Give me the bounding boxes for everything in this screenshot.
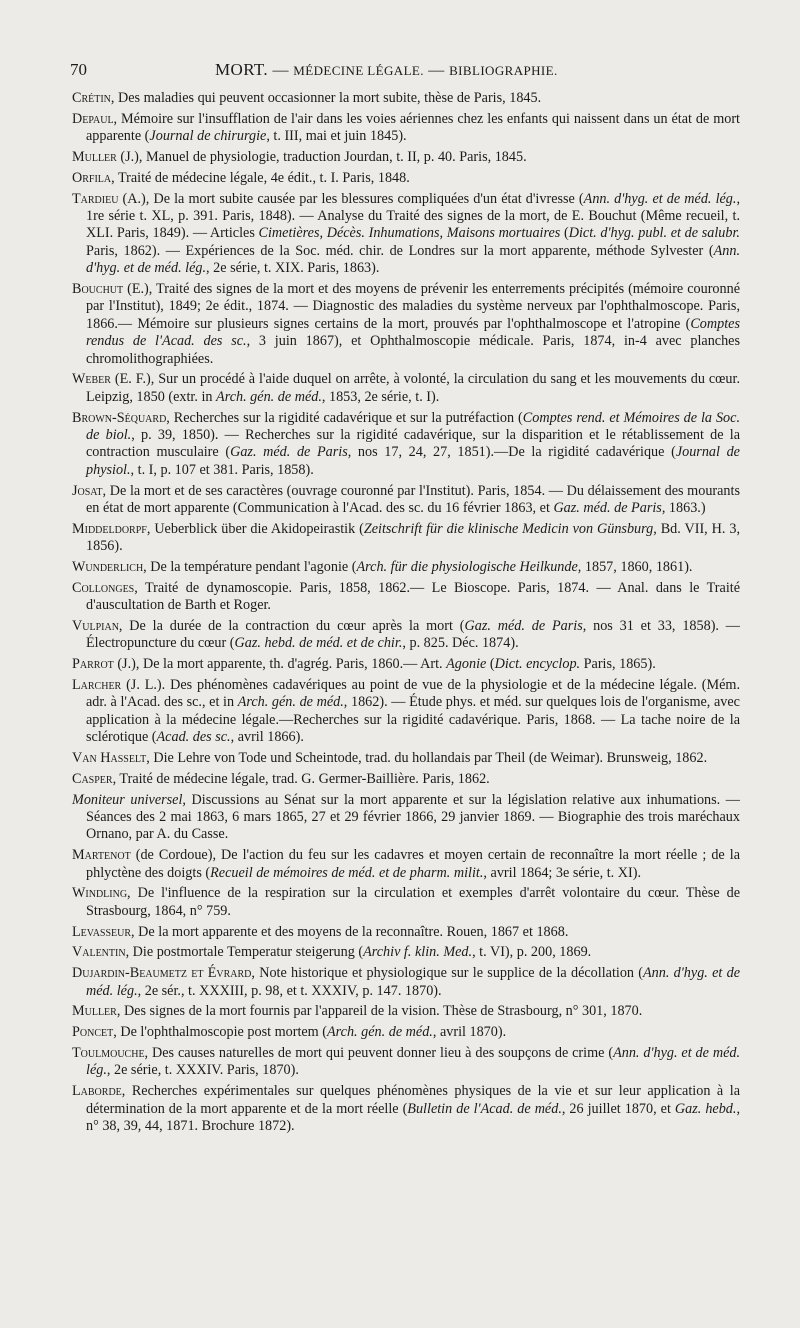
entry-author: Toulmouche, [72,1045,149,1062]
bibliography-entry [72,580,740,615]
bibliography-entry [72,677,740,747]
entry-title-italic: Gaz. méd. de Paris [230,444,348,461]
entry-text: Die postmortale Temperatur steigerung ( [129,944,364,961]
entry-author: Collonges, [72,579,138,596]
page-number: 70 [70,60,87,79]
entry-author: Levasseur, [72,923,135,940]
entry-text: De la mort apparente, th. d'agrég. Paris, 1860.— Art. [139,656,447,673]
bibliography-entry [72,149,740,166]
entry-title-italic: Arch. gén. de méd. [216,388,322,405]
bibliography-entry [72,792,740,844]
entry-title-italic: Arch. für die physiologische Heilkunde [356,559,578,576]
entry-text: Paris, 1865). [580,656,656,673]
entry-author: Brown-Séquard, [72,409,170,426]
bibliography-entry [72,1024,740,1041]
bibliography-entry [72,521,740,556]
entry-text: ( [486,656,495,673]
entry-author: Valentin, [72,944,130,961]
entry-text: , 1862). — Étude phys. et méd. sur quelques lois de l'organisme, avec application à la médecine légale.—Recherches sur la rigidité cadavérique. Paris, 1868. — La tache noire de la sclérotique ( [86,694,740,746]
entry-text: Traité de médecine légale, trad. G. Germer-Baillière. Paris, 1862. [116,770,490,787]
bibliography-entry [72,90,740,107]
bibliography-entry [72,483,740,518]
bibliography-entry [72,847,740,882]
entry-text: ( [560,225,569,242]
entry-text: , 3 juin 1867), et Ophthalmoscopie médicale. Paris, 1874, in-4 avec planches chromolithographiées. [86,333,741,367]
entry-author: Josat, [72,482,107,499]
entry-title-italic: Cimetières, Décès. Inhumations, Maisons mortuaires [258,225,561,242]
bibliography-entry [72,1003,740,1020]
entry-title-italic: Dict. encyclop. [494,656,581,673]
entry-author: Muller, [72,1003,121,1020]
bibliography-entry [72,371,740,406]
entry-title-italic: Arch. gén. de méd. [327,1024,433,1041]
entry-text: Traité des signes de la mort et des moyens de prévenir les enterrements précipités (mémoire couronné par l'Institut), 1849; 2e édit., 1874. — Diagnostic des maladies du système nerveux par l'ophthalmoscope. Paris, 1866.— Mémoire sur plusieurs signes certains de la mort, prouvés par l'ophthalmoscope et l'atropine ( [86,281,740,332]
entry-text: , 26 juillet 1870, et [561,1100,675,1117]
entry-author: Laborde, [72,1083,126,1100]
entry-text: , 2e série, t. XIX. Paris, 1863). [206,260,380,277]
entry-author: Dujardin-Beaumetz et Évrard, [72,965,255,982]
bibliography-entry [72,559,740,576]
entry-author: Wunderlich, [72,559,147,576]
entry-title-italic: Comptes rendus de l'Acad. des sc. [86,315,740,350]
bibliography-entry [72,750,740,767]
running-title-sub: BIBLIOGRAPHIE. [449,63,558,78]
entry-author: Parrot (J.), [72,656,140,673]
entry-text: , 2e sér., t. XXXIII, p. 98, et t. XXXIV, p. 147. 1870). [137,982,442,999]
entry-text: , avril 1870). [432,1024,507,1041]
entry-text: , 2e série, t. XXXIV. Paris, 1870). [106,1062,299,1079]
entry-text: Die Lehre von Tode und Scheintode, trad. du hollandais par Theil (de Weimar). Brunsweig, 1862. [149,750,708,767]
entry-text: Des phénomènes cadavériques au point de vue de la physiologie et de la médecine légale. (Mém. adr. à l'Acad. des sc., et in [86,677,740,711]
entry-text: , t. III, mai et juin 1845). [266,128,407,145]
entry-title-italic: Comptes rend. et Mémoires de la Soc. de biol. [86,409,740,444]
entry-title-italic: Ann. d'hyg. et de méd. lég. [86,242,740,277]
entry-author: Middeldorpf, [72,520,151,537]
entry-text: , nos 17, 24, 27, 1851).—De la rigidité cadavérique ( [347,444,676,461]
entry-text: De la mort apparente et des moyens de la reconnaître. Rouen, 1867 et 1868. [134,923,569,940]
entry-text: Des maladies qui peuvent occasionner la mort subite, thèse de Paris, 1845. [114,90,542,106]
entry-title-italic: Arch. gén. de méd. [237,694,344,711]
entry-author: Larcher (J. L.). [72,677,166,694]
entry-author: Bouchut (E.), [72,281,153,298]
running-title-main: MORT. [215,60,269,79]
running-title-section: MÉDECINE LÉGALE. [293,63,424,78]
entry-title-italic: Recueil de mémoires de méd. et de pharm. milit. [210,864,484,881]
entry-text: , 1re série t. XL, p. 391. Paris, 1848). — Analyse du Traité des signes de la mort, de E. Bouchut (Même recueil, t. XLI. Paris, 1849). — Articles [86,190,740,242]
entry-text: , t. VI), p. 200, 1869. [472,944,592,961]
bibliography-entry [72,1083,740,1135]
entry-author: Windling, [72,885,131,902]
entry-title-italic: Ann. d'hyg. et de méd. lég. [583,190,737,207]
entry-text: De la mort et de ses caractères (ouvrage couronné par l'Institut). Paris, 1854. — Du délaissement des mourants en état de mort apparente (Communication à l'Acad. des sc. du 16 février 1863, et [86,482,740,517]
entry-title-italic: Gaz. hebd. [674,1100,737,1117]
entry-author: Casper, [72,770,117,787]
entry-text: , nos 31 et 33, 1858). — Électropuncture du cœur ( [86,618,740,652]
bibliography-entry [72,965,740,1000]
entry-author: Van Hasselt, [72,750,150,767]
entry-title-italic: Journal de physiol. [86,444,740,478]
entry-text: Traité de médecine légale, 4e édit., t. I. Paris, 1848. [114,169,410,186]
entry-title-italic: Dict. d'hyg. publ. et de salubr. [568,225,740,242]
entry-title-italic: Gaz. hebd. de méd. et de chir. [234,635,403,652]
bibliography-list [72,90,740,1139]
bibliography-entry [72,944,740,961]
entry-author: Crétin, [72,90,115,106]
running-title [215,60,558,80]
entry-title-italic: Gaz. méd. de Paris [553,500,662,517]
entry-text: Des causes naturelles de mort qui peuvent donner lieu à des soupçons de crime ( [148,1045,614,1062]
entry-text: , avril 1866). [230,729,304,746]
entry-text: , p. 39, 1850). — Recherches sur la rigidité cadavérique, sur la disparition et le rétablissement de la contraction musculaire ( [86,427,740,461]
entry-title-italic: Zeitschrift für die klinische Medicin von Günsburg [363,520,654,537]
entry-title-italic: Bulletin de l'Acad. de méd. [407,1100,562,1117]
entry-text: De l'influence de la respiration sur la circulation et exemples d'arrêt volontaire du cœur. Thèse de Strasbourg, 1864, n° 759. [86,885,740,919]
entry-text: Recherches expérimentales sur quelques phénomènes physiques de la vie et sur leur application à la détermination de la mort apparente et de la mort réelle ( [86,1083,740,1117]
entry-text: , 1857, 1860, 1861). [577,559,693,576]
entry-title-italic: Ann. d'hyg. et de méd. lég. [86,1045,741,1079]
entry-text: Note historique et physiologique sur le supplice de la décollation ( [254,965,644,982]
entry-author: Orfila, [72,169,115,186]
entry-text: Traité de dynamoscopie. Paris, 1858, 1862.— Le Bioscope. Paris, 1874. — Anal. dans le Traité d'auscultation de Barth et Roger. [86,579,740,614]
bibliography-entry [72,618,740,653]
entry-text: Ueberblick über die Akidopeirastik ( [150,520,364,537]
entry-author: Muller (J.), [72,149,143,165]
entry-text: Manuel de physiologie, traduction Jourdan, t. II, p. 40. Paris, 1845. [142,149,527,165]
entry-text: Recherches sur la rigidité cadavérique et sur la putréfaction ( [169,409,523,426]
bibliography-entry [72,191,740,278]
entry-text: Mémoire sur l'insufflation de l'air dans les voies aériennes chez les enfants qui naissent dans un état de mort apparente ( [86,110,740,145]
entry-text: De la mort subite causée par les blessures compliquées d'un état d'ivresse ( [149,190,584,207]
entry-text: , t. I, p. 107 et 381. Paris, 1858). [130,461,314,478]
entry-text: , 1863.) [661,500,706,517]
entry-title-italic: Agonie [446,656,487,673]
bibliography-entry [72,410,740,480]
bibliography-entry [72,771,740,788]
bibliography-entry [72,656,740,673]
bibliography-entry [72,281,740,368]
entry-text: De la durée de la contraction du cœur après la mort ( [122,618,465,635]
bibliography-entry [72,885,740,920]
entry-text: , avril 1864; 3e série, t. XI). [483,864,642,881]
bibliography-entry [72,1045,740,1080]
entry-text: , n° 38, 39, 44, 1871. Brochure 1872). [86,1100,740,1135]
entry-text: , Bd. VII, H. 3, 1856). [86,520,740,555]
entry-title-italic: Gaz. méd. de Paris [464,618,583,635]
entry-text: , Discussions au Sénat sur la mort apparente et sur la législation relative aux inhumations. — Séances des 2 mai 1863, 6 mars 1865, 27 et 29 février 1866, 29 janvier 1869. — Biographie des trois maréchaux Ornano, par A. du Casse. [86,791,740,843]
bibliography-entry [72,924,740,941]
entry-title-italic: Archiv f. klin. Med. [363,944,473,961]
entry-title-italic: Ann. d'hyg. et de méd. lég. [86,965,740,999]
entry-title-italic: Journal de chirurgie [149,128,267,145]
entry-text: (de Cordoue), De l'action du feu sur les cadavres et moyen certain de reconnaître la mort réelle ; de la phlyctène des doigts ( [86,847,740,881]
entry-author: Martenot [72,847,131,864]
entry-text: Paris, 1862). — Expériences de la Soc. méd. chir. de Londres sur la mort apparente, méthode Sylvester ( [86,242,714,259]
entry-text: Des signes de la mort fournis par l'appareil de la vision. Thèse de Strasbourg, n° 301, 1870. [120,1003,643,1020]
entry-text: , p. 825. Déc. 1874). [402,635,519,652]
entry-author: Tardieu (A.), [72,190,150,207]
entry-text: Sur un procédé à l'aide duquel on arrête, à volonté, la circulation du sang et les mouvements du cœur. Leipzig, 1850 (extr. in [86,371,740,405]
entry-author: Poncet, [72,1024,117,1041]
entry-title-italic: Acad. des sc. [156,729,231,746]
entry-text: De la température pendant l'agonie ( [146,559,357,576]
running-header [70,60,740,84]
entry-text: De l'ophthalmoscopie post mortem ( [116,1024,327,1041]
running-title-dash: — [423,62,450,79]
bibliography-entry [72,111,740,146]
running-title-dash: — [268,62,294,79]
entry-author: Vulpian, [72,618,123,635]
bibliography-entry [72,170,740,187]
entry-author: Depaul, [72,110,118,127]
entry-author: Weber (E. F.), [72,371,155,388]
entry-text: , 1853, 2e série, t. I). [321,388,440,405]
entry-title-italic: Moniteur universel [72,791,183,808]
